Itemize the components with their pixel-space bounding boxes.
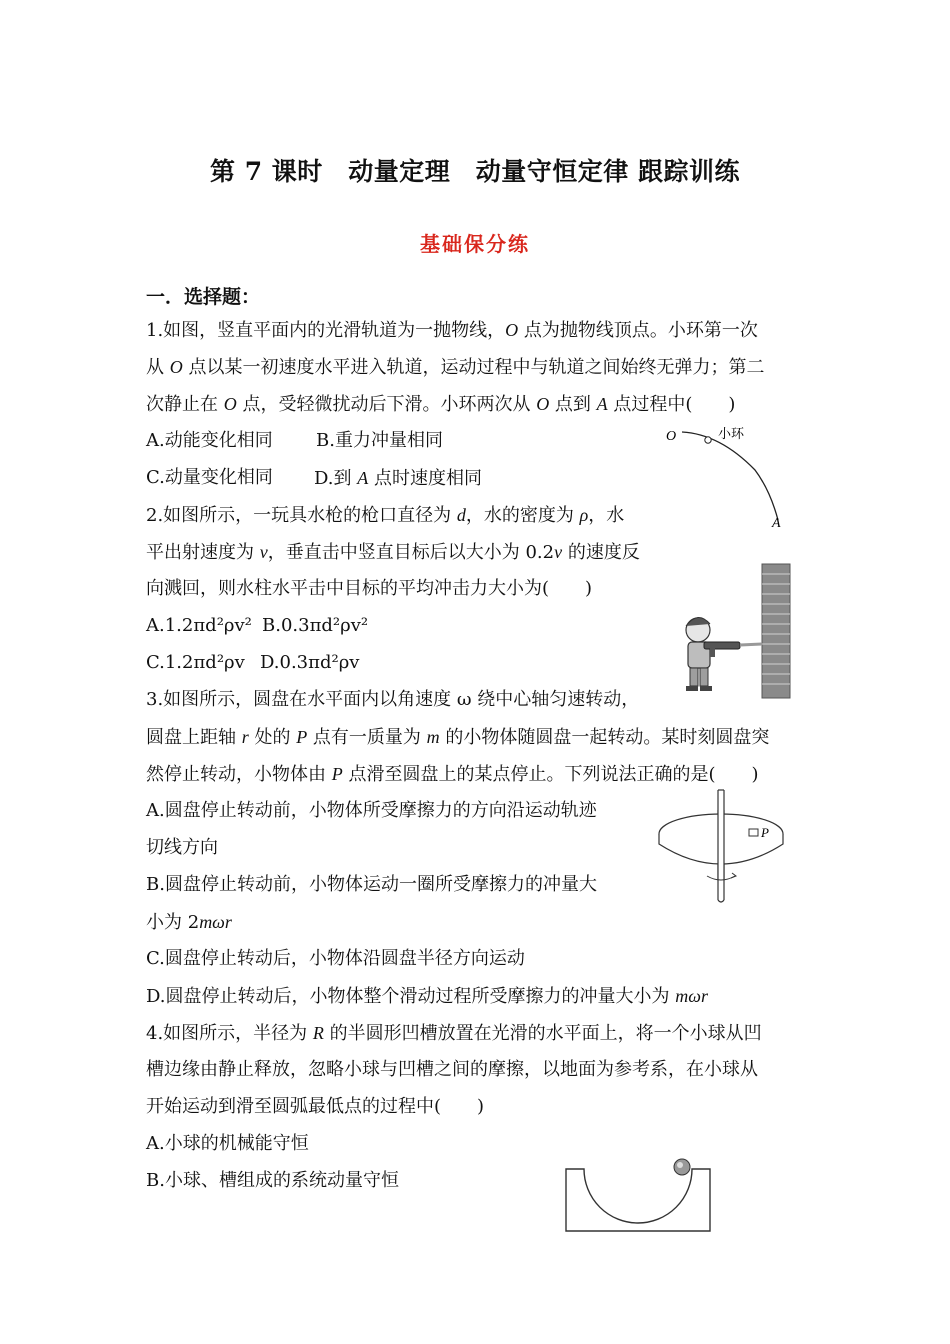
q2-option-d: D.0.3πd²ρv [260, 652, 360, 673]
section-heading: 一．选择题： [146, 286, 261, 308]
q2-line-1: 2.如图所示，一玩具水枪的枪口直径为 d，水的密度为 ρ，水 [146, 505, 625, 526]
q1-line-3: 次静止在 O 点，受轻微扰动后下滑。小环两次从 O 点到 A 点过程中( ) [146, 394, 736, 415]
groove-block [566, 1169, 710, 1231]
page-title: 第 7 课时 动量定理 动量守恒定律 跟踪训练 [209, 157, 740, 186]
q1-option-b: B.重力冲量相同 [316, 430, 443, 451]
q3-option-d: D.圆盘停止转动后，小物体整个滑动过程所受摩擦力的冲量大小为 mωr [146, 986, 708, 1007]
q4-line-3: 开始运动到滑至圆弧最低点的过程中( ) [146, 1096, 485, 1117]
q1-option-a: A.动能变化相同 [146, 430, 273, 451]
q3-option-a-line-2: 切线方向 [146, 837, 218, 858]
q2-line-2: 平出射速度为 v，垂直击中竖直目标后以大小为 0.2v 的速度反 [146, 542, 640, 563]
semicircular-groove-figure [560, 1155, 720, 1235]
q3-line-3: 然停止转动，小物体由 P 点滑至圆盘上的某点停止。下列说法正确的是( ) [146, 764, 759, 785]
q1-line-2: 从 O 点以某一初速度水平进入轨道，运动过程中与轨道之间始终无弹力；第二 [146, 357, 765, 378]
q2-option-b: B.0.3πd²ρv² [262, 615, 369, 636]
q1-option-c: C.动量变化相同 [146, 467, 273, 488]
q4-line-2: 槽边缘由静止释放，忽略小球与凹槽之间的摩擦，以地面为参考系，在小球从 [146, 1059, 758, 1080]
parabola-track-figure [660, 420, 790, 535]
q1-line-1: 1.如图，竖直平面内的光滑轨道为一抛物线，O 点为抛物线顶点。小环第一次 [146, 320, 758, 341]
section-subtitle: 基础保分练 [420, 232, 530, 256]
q3-option-b-line-1: B.圆盘停止转动前，小物体运动一圈所受摩擦力的冲量大 [146, 874, 597, 895]
q1-option-d: D.到 A 点时速度相同 [314, 468, 482, 489]
fig1-label-ring: 小环 [718, 427, 745, 442]
rotating-disk-figure [655, 788, 815, 906]
water-gun [704, 642, 740, 649]
q3-line-2: 圆盘上距轴 r 处的 P 点有一质量为 m 的小物体随圆盘一起转动。某时刻圆盘突 [146, 727, 770, 748]
q2-option-c: C.1.2πd²ρv [146, 652, 245, 673]
fig1-label-o: O [666, 429, 677, 444]
q2-option-a: A.1.2πd²ρv² [146, 615, 252, 636]
q4-option-b: B.小球、槽组成的系统动量守恒 [146, 1170, 399, 1191]
fig3-label-p: P [761, 825, 769, 840]
q4-line-1: 4.如图所示，半径为 R 的半圆形凹槽放置在光滑的水平面上，将一个小球从凹 [146, 1023, 762, 1044]
q3-option-a-line-1: A.圆盘停止转动前，小物体所受摩擦力的方向沿运动轨迹 [146, 800, 597, 821]
q3-option-c: C.圆盘停止转动后，小物体沿圆盘半径方向运动 [146, 948, 525, 969]
small-object [749, 829, 758, 836]
fig1-label-a: A [772, 516, 781, 531]
q2-line-3: 向溅回，则水柱水平击中目标的平均冲击力大小为( ) [146, 578, 593, 599]
q3-line-1: 3.如图所示，圆盘在水平面内以角速度 ω 绕中心轴匀速转动， [146, 689, 640, 710]
water-gun-figure [670, 560, 800, 702]
q3-option-b-line-2: 小为 2mωr [146, 912, 232, 933]
q4-option-a: A.小球的机械能守恒 [146, 1133, 309, 1154]
